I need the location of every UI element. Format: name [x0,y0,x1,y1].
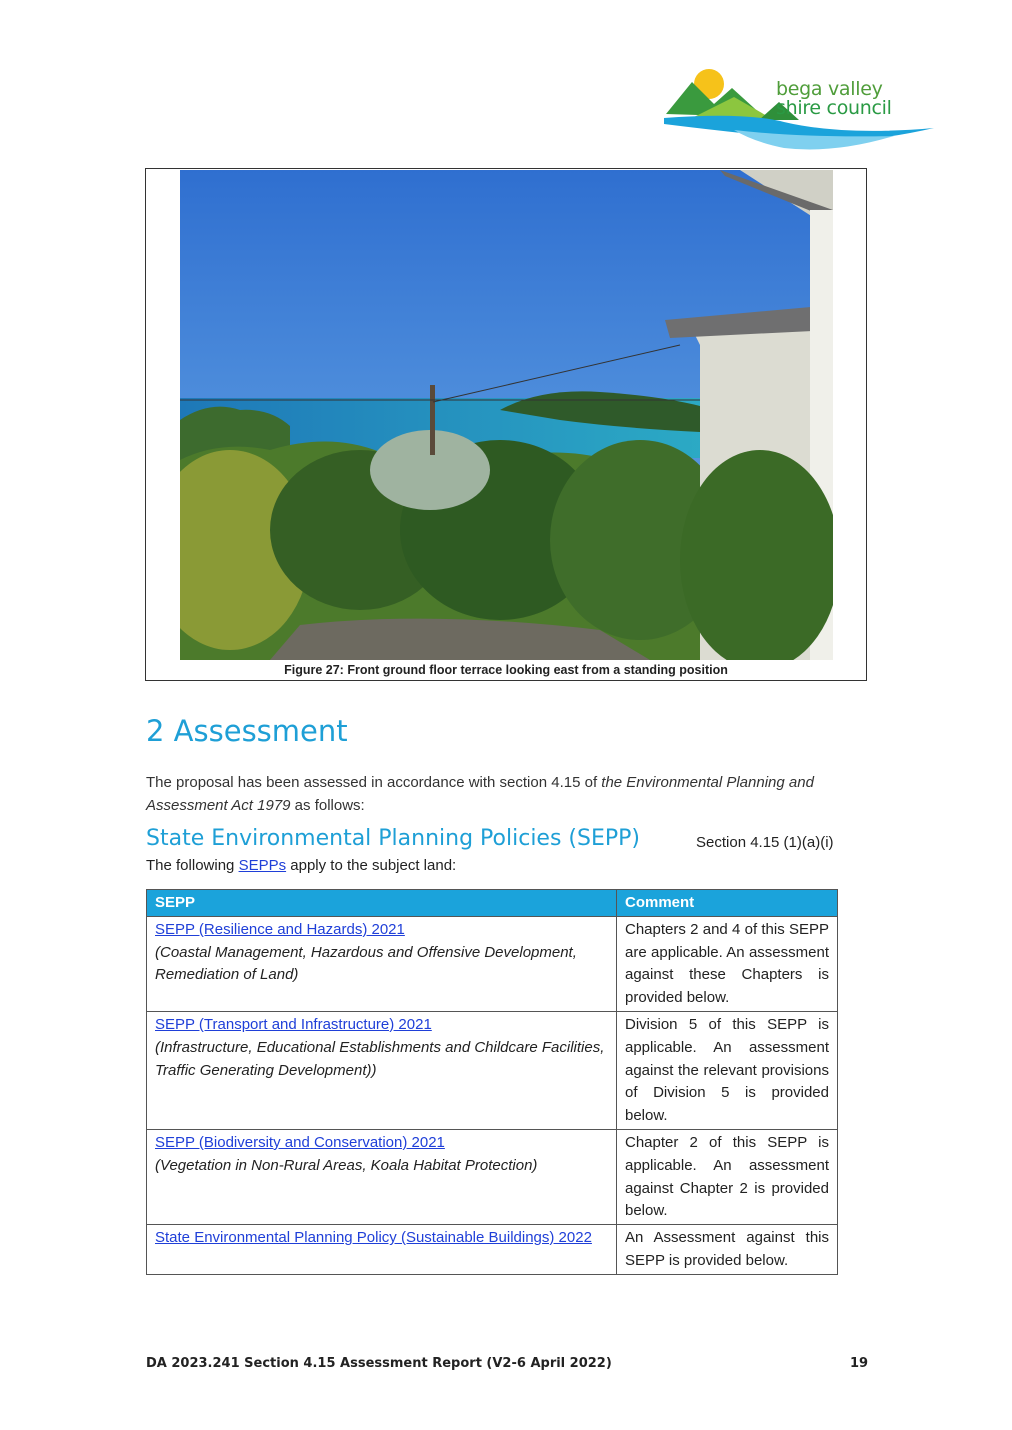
act-name: the Environmental Planning and Assessment Act 1979 [146,774,814,814]
comment-cell: Chapters 2 and 4 of this SEPP are applicable. An assessment against these Chapters is provided below. [617,916,838,1011]
sepp-link[interactable]: SEPP (Resilience and Hazards) 2021 [155,920,405,938]
sepp-subtitle: (Vegetation in Non-Rural Areas, Koala Habitat Protection) [155,1156,538,1174]
table-row [147,1129,838,1224]
comment-cell: An Assessment against this SEPP is provided below. [617,1225,838,1275]
paragraph-text-before: The proposal has been assessed in accordance with section 4.15 of [146,774,602,791]
figure-photo [180,170,833,660]
sepp-cell [147,916,617,1011]
sepp-cell [147,1129,617,1224]
table-row [147,1011,838,1129]
coastal-view-photo [180,170,833,660]
sepp-table [146,889,838,1275]
paragraph-text-after: as follows: [290,797,365,814]
logo-wordmark [776,80,892,118]
sepp-cell [147,1011,617,1129]
intro-after: apply to the subject land: [286,857,457,874]
sepp-intro [146,857,456,874]
header-sepp: SEPP [147,890,617,917]
sepp-subtitle: (Coastal Management, Hazardous and Offensive Development, Remediation of Land) [155,943,577,984]
logo-line-1: bega valley [776,78,883,100]
table-header-row [147,890,838,917]
logo-line-2: shire council [776,97,892,119]
sepp-link[interactable]: SEPP (Transport and Infrastructure) 2021 [155,1015,432,1033]
table-row [147,916,838,1011]
comment-cell: Division 5 of this SEPP is applicable. An assessment against the relevant provisions of Division 5 is provided below. [617,1011,838,1129]
sepp-subtitle: (Infrastructure, Educational Establishments and Childcare Facilities, Traffic Generating Development)) [155,1038,605,1079]
comment-cell: Chapter 2 of this SEPP is applicable. An assessment against Chapter 2 is provided below. [617,1129,838,1224]
sepp-cell [147,1225,617,1275]
sepp-subheading: State Environmental Planning Policies (SEPP) [146,826,640,851]
figure-caption: Figure 27: Front ground floor terrace looking east from a standing position [284,663,728,677]
sepp-link[interactable]: SEPP (Biodiversity and Conservation) 2021 [155,1133,445,1151]
table-row [147,1225,838,1275]
assessment-paragraph [146,771,876,817]
footer-text: DA 2023.241 Section 4.15 Assessment Report (V2-6 April 2022) [146,1356,612,1371]
page-number: 19 [850,1356,869,1371]
header-comment: Comment [617,890,838,917]
sepps-link[interactable]: SEPPs [238,857,287,874]
intro-before: The following [146,857,239,874]
section-reference: Section 4.15 (1)(a)(i) [696,834,834,851]
section-heading: 2 Assessment [146,714,348,748]
sepp-link[interactable]: State Environmental Planning Policy (Sustainable Buildings) 2022 [155,1229,592,1247]
